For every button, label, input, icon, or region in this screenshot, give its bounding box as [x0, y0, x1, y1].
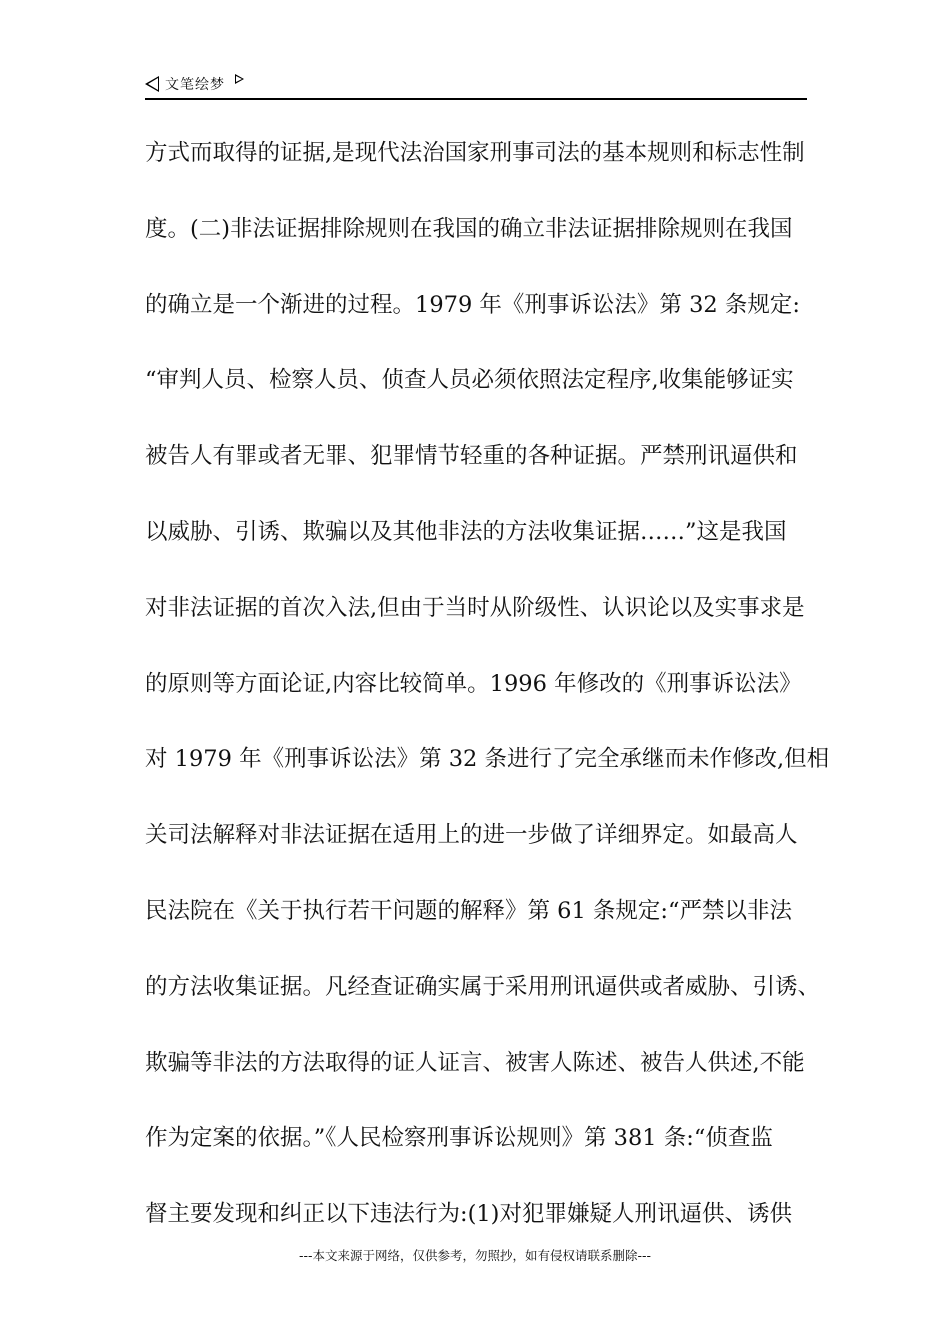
text-line-10: 关司法解释对非法证据在适用上的进一步做了详细界定。如最高人: [145, 822, 798, 849]
page-header: [145, 72, 807, 100]
text-line-15: 督主要发现和纠正以下违法行为:(1)对犯罪嫌疑人刑讯逼供、诱供: [145, 1201, 792, 1228]
header-title: 文笔绘梦: [165, 77, 225, 93]
text-line-11: 民法院在《关于执行若干问题的解释》第 61 条规定:“严禁以非法: [145, 897, 793, 924]
triangle-right-icon: [235, 74, 244, 84]
text-line-5: 被告人有罪或者无罪、犯罪情节轻重的各种证据。严禁刑讯逼供和: [145, 443, 798, 470]
text-line-2: 度。(二)非法证据排除规则在我国的确立非法证据排除规则在我国: [145, 215, 793, 242]
document-body: [145, 131, 845, 1268]
text-line-14: 作为定案的依据。”《人民检察刑事诉讼规则》第 381 条:“侦查监: [145, 1125, 773, 1152]
text-line-1: 方式而取得的证据,是现代法治国家刑事司法的基本规则和标志性制: [145, 140, 805, 166]
header-brand: [145, 74, 244, 94]
text-line-8: 的原则等方面论证,内容比较简单。1996 年修改的《刑事诉讼法》: [145, 670, 802, 697]
text-line-3: 的确立是一个渐进的过程。1979 年《刑事诉讼法》第 32 条规定:: [145, 291, 800, 318]
text-line-9: 对 1979 年《刑事诉讼法》第 32 条进行了完全承继而未作修改,但相: [145, 746, 830, 773]
text-line-6: 以威胁、引诱、欺骗以及其他非法的方法收集证据……”这是我国: [145, 518, 787, 545]
text-line-7: 对非法证据的首次入法,但由于当时从阶级性、认识论以及实事求是: [145, 594, 805, 621]
triangle-left-icon: [145, 76, 159, 92]
text-line-12: 的方法收集证据。凡经查证确实属于采用刑讯逼供或者威胁、引诱、: [145, 973, 821, 1000]
text-line-4: “审判人员、检察人员、侦查人员必须依照法定程序,收集能够证实: [145, 367, 794, 394]
text-line-13: 欺骗等非法的方法取得的证人证言、被害人陈述、被告人供述,不能: [145, 1049, 805, 1076]
page-footer: ---本文来源于网络，仅供参考，勿照抄，如有侵权请联系删除---: [298, 1248, 652, 1263]
